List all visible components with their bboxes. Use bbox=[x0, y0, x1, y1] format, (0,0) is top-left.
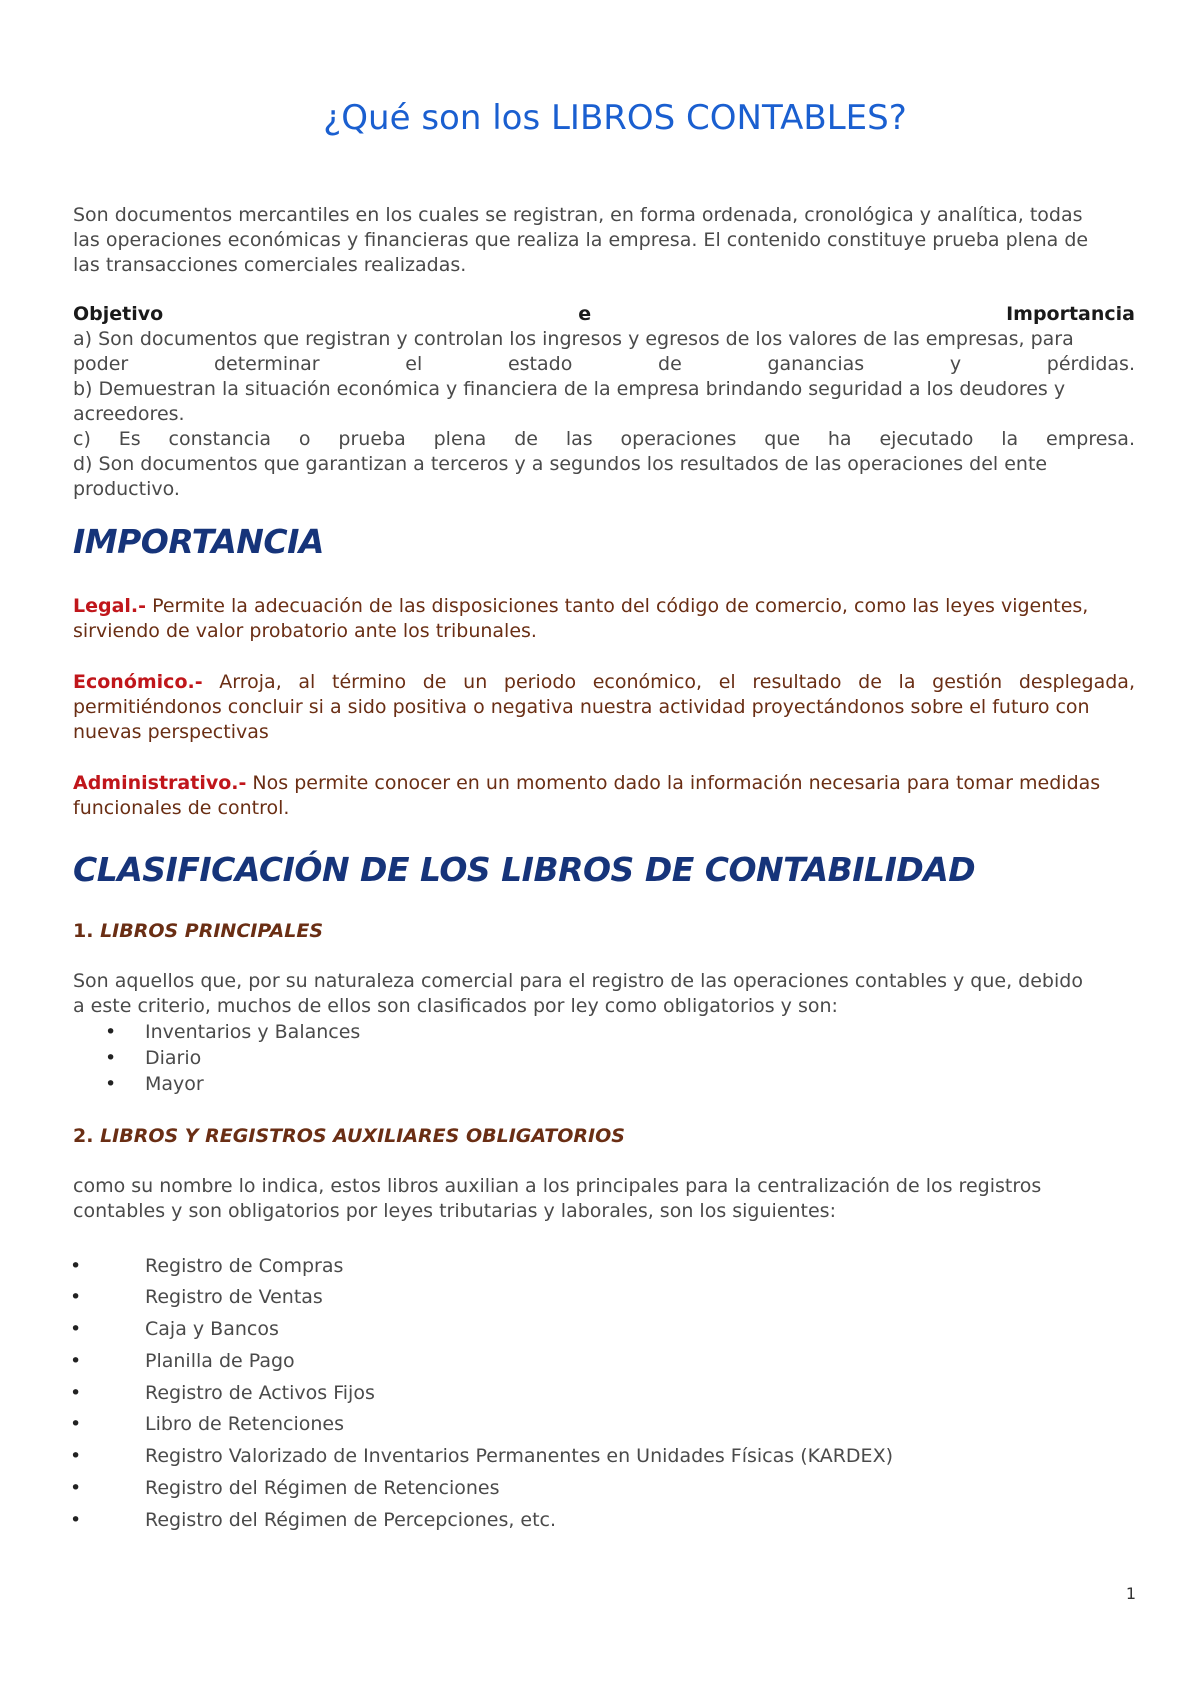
auxiliar-item-3: Caja y Bancos bbox=[145, 1318, 279, 1340]
principal-item-3: Mayor bbox=[145, 1073, 204, 1095]
bullet-icon: • bbox=[70, 1413, 82, 1435]
bullet-icon: • bbox=[70, 1318, 82, 1340]
objetivo-heading-word-2: e bbox=[578, 303, 592, 325]
objetivo-line-b1: b) Demuestran la situación económica y financiera de la empresa brindando seguridad a los deudores y bbox=[73, 378, 1066, 400]
economico-text-1: Arroja, al término de un periodo económico, el resultado de la gestión desplegada, bbox=[202, 671, 1135, 693]
bullet-icon: • bbox=[70, 1286, 82, 1308]
auxiliar-item-7: Registro Valorizado de Inventarios Permanentes en Unidades Físicas (KARDEX) bbox=[145, 1445, 893, 1467]
auxiliar-item-2: Registro de Ventas bbox=[145, 1286, 323, 1308]
legal-line-1 bbox=[73, 594, 1135, 619]
intro-line-3: las transacciones comerciales realizadas. bbox=[73, 254, 467, 276]
administrativo-line-2: funcionales de control. bbox=[73, 797, 290, 819]
objetivo-line-d1: d) Son documentos que garantizan a terceros y a segundos los resultados de las operaciones del ente bbox=[73, 453, 1048, 475]
objetivo-line-a1: a) Son documentos que registran y controlan los ingresos y egresos de los valores de las empresas, para bbox=[73, 328, 1074, 350]
auxiliar-item-1: Registro de Compras bbox=[145, 1255, 344, 1277]
section-1-heading bbox=[73, 918, 323, 944]
legal-label: Legal.- bbox=[73, 595, 147, 617]
auxiliar-item-6: Libro de Retenciones bbox=[145, 1413, 344, 1435]
bullet-icon: • bbox=[105, 1047, 117, 1069]
bullet-icon: • bbox=[105, 1021, 117, 1043]
administrativo-line-1 bbox=[73, 771, 1135, 796]
section-1-line-1: Son aquellos que, por su naturaleza comercial para el registro de las operaciones contables y que, debido bbox=[73, 970, 1083, 992]
intro-line-1: Son documentos mercantiles en los cuales se registran, en forma ordenada, cronológica y analítica, todas bbox=[73, 204, 1083, 226]
economico-line-1 bbox=[73, 670, 1135, 695]
page-title: ¿Qué son los LIBROS CONTABLES? bbox=[323, 98, 907, 138]
section-2-line-1: como su nombre lo indica, estos libros auxilian a los principales para la centralización de los registros bbox=[73, 1175, 1042, 1197]
bullet-icon: • bbox=[70, 1509, 82, 1531]
objetivo-heading-word-3: Importancia bbox=[1006, 303, 1135, 325]
bullet-icon: • bbox=[70, 1350, 82, 1372]
section-1-line-2: a este criterio, muchos de ellos son clasificados por ley como obligatorios y son: bbox=[73, 995, 838, 1017]
objetivo-line-a2: poder determinar el estado de ganancias y pérdidas. bbox=[73, 353, 1135, 375]
auxiliar-item-5: Registro de Activos Fijos bbox=[145, 1382, 375, 1404]
economico-label: Económico.- bbox=[73, 671, 203, 693]
section-2-title: LIBROS Y REGISTROS AUXILIARES OBLIGATORIOS bbox=[100, 1125, 625, 1147]
importancia-heading: IMPORTANCIA bbox=[73, 522, 324, 561]
section-1-number: 1. bbox=[73, 920, 101, 942]
objetivo-line-d2: productivo. bbox=[73, 478, 180, 500]
objetivo-line-c: c) Es constancia o prueba plena de las operaciones que ha ejecutado la empresa. bbox=[73, 428, 1135, 450]
bullet-icon: • bbox=[70, 1382, 82, 1404]
bullet-icon: • bbox=[70, 1255, 82, 1277]
section-1-title: LIBROS PRINCIPALES bbox=[100, 920, 323, 942]
clasificacion-heading: CLASIFICACIÓN DE LOS LIBROS DE CONTABILIDAD bbox=[73, 850, 976, 889]
objetivo-heading-word-1: Objetivo bbox=[73, 303, 164, 325]
section-2-heading bbox=[73, 1123, 625, 1149]
page-number: 1 bbox=[1125, 1584, 1136, 1603]
legal-line-2: sirviendo de valor probatorio ante los tribunales. bbox=[73, 620, 537, 642]
economico-line-3: nuevas perspectivas bbox=[73, 721, 269, 743]
auxiliar-item-9: Registro del Régimen de Percepciones, etc. bbox=[145, 1509, 557, 1531]
objetivo-line-b2: acreedores. bbox=[73, 403, 185, 425]
administrativo-label: Administrativo.- bbox=[73, 772, 247, 794]
section-2-number: 2. bbox=[73, 1125, 101, 1147]
objetivo-heading bbox=[73, 302, 1135, 327]
auxiliar-item-8: Registro del Régimen de Retenciones bbox=[145, 1477, 500, 1499]
economico-line-2: permitiéndonos concluir si a sido positiva o negativa nuestra actividad proyectándonos sobre el futuro con bbox=[73, 696, 1090, 718]
legal-text-1: Permite la adecuación de las disposiciones tanto del código de comercio, como las leyes vigentes, bbox=[146, 595, 1089, 617]
principal-item-2: Diario bbox=[145, 1047, 202, 1069]
principal-item-1: Inventarios y Balances bbox=[145, 1021, 361, 1043]
auxiliar-item-4: Planilla de Pago bbox=[145, 1350, 295, 1372]
bullet-icon: • bbox=[70, 1477, 82, 1499]
administrativo-text-1: Nos permite conocer en un momento dado la información necesaria para tomar medidas bbox=[246, 772, 1101, 794]
intro-line-2: las operaciones económicas y financieras que realiza la empresa. El contenido constituye prueba plena de bbox=[73, 229, 1089, 251]
bullet-icon: • bbox=[70, 1445, 82, 1467]
bullet-icon: • bbox=[105, 1073, 117, 1095]
section-2-line-2: contables y son obligatorios por leyes tributarias y laborales, son los siguientes: bbox=[73, 1200, 836, 1222]
